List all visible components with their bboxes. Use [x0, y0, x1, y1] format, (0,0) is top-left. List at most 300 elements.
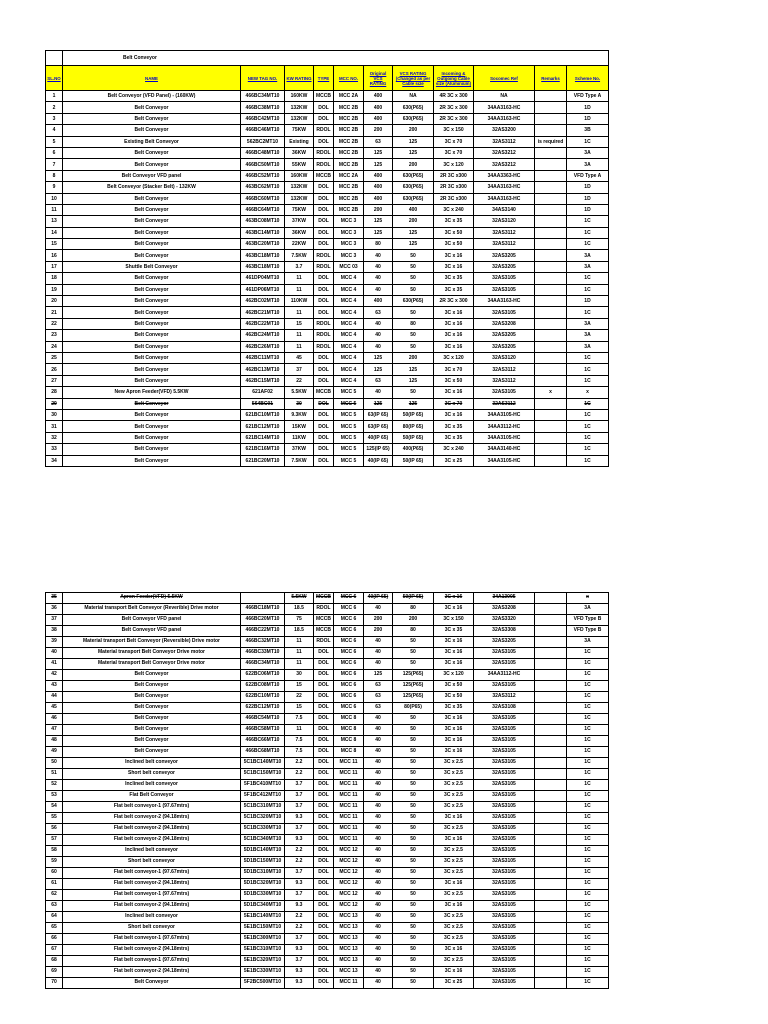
- table-row: [46, 648, 609, 659]
- table-cell: 37: [285, 364, 314, 375]
- table-cell: 125: [393, 398, 434, 409]
- table-cell: 40: [364, 824, 393, 835]
- table-cell: 50: [393, 284, 434, 295]
- table-cell: DOL: [314, 857, 334, 868]
- table-cell: [535, 901, 567, 912]
- table-cell: [535, 813, 567, 824]
- table-cell: Belt Conveyor: [63, 159, 241, 170]
- table-cell: 461DP06MT10: [241, 284, 285, 295]
- table-cell: 40: [364, 879, 393, 890]
- table-cell: [535, 147, 567, 158]
- table-cell: 132KW: [285, 102, 314, 113]
- table-cell: 9.3: [285, 879, 314, 890]
- table-cell: MCC 6: [334, 604, 364, 615]
- table-cell: 5: [46, 136, 63, 147]
- table-cell: DOL: [314, 284, 334, 295]
- table-row: [46, 736, 609, 747]
- table-cell: 32AS3205: [474, 250, 535, 261]
- table-cell: 32AS3105: [474, 934, 535, 945]
- table-cell: 630(P65): [393, 296, 434, 307]
- table-cell: 3C x 2.5: [434, 934, 474, 945]
- table-cell: 50: [393, 725, 434, 736]
- table-cell: Belt Conveyor: [63, 375, 241, 386]
- table-cell: 125(P65): [393, 692, 434, 703]
- table-cell: DOL: [314, 769, 334, 780]
- table-cell: 32AS3105: [474, 967, 535, 978]
- table-cell: [535, 758, 567, 769]
- table-cell: 34AA3105-HC: [474, 432, 535, 443]
- table-cell: 40: [364, 273, 393, 284]
- table-cell: MCC 11: [334, 769, 364, 780]
- table-cell: 3C x 16: [434, 307, 474, 318]
- table-cell: 50: [393, 890, 434, 901]
- table-cell: 32AS3308: [474, 626, 535, 637]
- table-cell: 132KW: [285, 113, 314, 124]
- table-cell: 1D: [567, 102, 609, 113]
- table-cell: 50: [393, 978, 434, 989]
- table-cell: 40: [364, 725, 393, 736]
- table-cell: Flat belt conveyor-2 (94.18mtrs): [63, 879, 241, 890]
- table-cell: Belt Conveyor: [63, 284, 241, 295]
- table-cell: 3C x 2.5: [434, 824, 474, 835]
- table-cell: RDOL: [314, 159, 334, 170]
- table-cell: MCC 4: [334, 375, 364, 386]
- table-cell: 32AS3105: [474, 868, 535, 879]
- column-header: NEW TAG NO.: [241, 66, 285, 91]
- table-cell: MCC 13: [334, 912, 364, 923]
- table-cell: Belt Conveyor: [63, 147, 241, 158]
- table-cell: [535, 432, 567, 443]
- table-cell: RDOL: [314, 341, 334, 352]
- table-cell: 7.5: [285, 747, 314, 758]
- table-cell: MCC 2A: [334, 91, 364, 102]
- table-cell: 15: [46, 239, 63, 250]
- table-cell: 11KW: [285, 432, 314, 443]
- table-cell: 11: [285, 273, 314, 284]
- table-row: [46, 747, 609, 758]
- table-cell: 160KW: [285, 170, 314, 181]
- table-cell: 28: [46, 387, 63, 398]
- table-row: [46, 147, 609, 158]
- table-cell: [535, 318, 567, 329]
- table-cell: 39: [46, 637, 63, 648]
- table-cell: 32AS3105: [474, 791, 535, 802]
- table-cell: [535, 102, 567, 113]
- table-cell: 621BC16MT10: [241, 444, 285, 455]
- table-cell: 32AS3200: [474, 125, 535, 136]
- table-cell: MCC 5: [334, 432, 364, 443]
- table-cell: Flat Belt Conveyor: [63, 791, 241, 802]
- table-cell: 40: [364, 835, 393, 846]
- table-cell: Belt Conveyor: [63, 714, 241, 725]
- table-cell: MCC 11: [334, 824, 364, 835]
- table-cell: DOL: [314, 736, 334, 747]
- table-cell: DOL: [314, 421, 334, 432]
- table-cell: 2R 3C x 300: [434, 296, 474, 307]
- table-cell: 466BC66MT10: [241, 736, 285, 747]
- table-cell: [535, 692, 567, 703]
- table-cell: 40: [364, 945, 393, 956]
- table-cell: 22: [285, 375, 314, 386]
- table-row: [46, 824, 609, 835]
- table-cell: 32AS3105: [474, 307, 535, 318]
- table-cell: MCC 4: [334, 364, 364, 375]
- table-cell: 622BC06MT10: [241, 670, 285, 681]
- table-cell: 32AS3212: [474, 147, 535, 158]
- table-cell: 132KW: [285, 193, 314, 204]
- table-cell: MCC 6: [334, 670, 364, 681]
- table-cell: MCCB: [314, 387, 334, 398]
- table-cell: 3C x 16: [434, 637, 474, 648]
- table-row: [46, 159, 609, 170]
- table-cell: [535, 714, 567, 725]
- table-cell: [535, 879, 567, 890]
- table-cell: 200: [393, 352, 434, 363]
- table-cell: 32AS3112: [474, 239, 535, 250]
- table-row: [46, 170, 609, 181]
- table-cell: 3C x 70: [434, 398, 474, 409]
- table-cell: [535, 648, 567, 659]
- table-cell: 11: [285, 648, 314, 659]
- table-cell: [535, 593, 567, 604]
- table-cell: 1C: [567, 813, 609, 824]
- table-cell: Belt Conveyor: [63, 307, 241, 318]
- table-cell: 2R 3C x300: [434, 182, 474, 193]
- table-cell: MCC 03: [334, 261, 364, 272]
- table-cell: 63(IP 65): [364, 421, 393, 432]
- table-cell: 466BC52MT10: [241, 170, 285, 181]
- table-row: [46, 273, 609, 284]
- table-cell: 3C x 2.5: [434, 868, 474, 879]
- table-cell: 125: [393, 375, 434, 386]
- table-cell: Belt Conveyor: [63, 725, 241, 736]
- table-cell: [535, 159, 567, 170]
- table-cell: 50: [393, 637, 434, 648]
- table-cell: MCC 8: [334, 725, 364, 736]
- table-cell: Belt Conveyor: [63, 193, 241, 204]
- table-cell: 32AS3105: [474, 714, 535, 725]
- table-cell: 22: [285, 692, 314, 703]
- table-row: [46, 846, 609, 857]
- table-cell: DOL: [314, 102, 334, 113]
- column-header: MCC NO.: [334, 66, 364, 91]
- table-header-row: [46, 66, 609, 91]
- table-cell: 3C x 25: [434, 978, 474, 989]
- table-cell: 40: [364, 758, 393, 769]
- table-cell: 29: [46, 398, 63, 409]
- table-cell: 40: [364, 250, 393, 261]
- column-header: VCS RATING (Changed as per Cable size: [393, 66, 434, 91]
- table-row: [46, 136, 609, 147]
- table-cell: DOL: [314, 835, 334, 846]
- table-cell: RDOL: [314, 261, 334, 272]
- table-cell: 3: [46, 113, 63, 124]
- belt-conveyor-table-2: [45, 592, 609, 989]
- table-cell: 400: [364, 170, 393, 181]
- table-cell: MCC 8: [334, 747, 364, 758]
- table-cell: 50: [393, 341, 434, 352]
- table-cell: 18: [46, 273, 63, 284]
- table-cell: 3C x 120: [434, 670, 474, 681]
- table-cell: 80: [393, 318, 434, 329]
- table-cell: 80(IP 65): [393, 421, 434, 432]
- table-cell: 40: [364, 714, 393, 725]
- table-cell: 125: [364, 147, 393, 158]
- table-cell: 40: [364, 747, 393, 758]
- table-cell: 1C: [567, 802, 609, 813]
- table-cell: 3C x 2.5: [434, 857, 474, 868]
- table-cell: DOL: [314, 375, 334, 386]
- table-cell: [535, 670, 567, 681]
- table-cell: VFD Type B: [567, 626, 609, 637]
- table-cell: 22KW: [285, 239, 314, 250]
- table-cell: 200: [393, 125, 434, 136]
- table-cell: 32AS3112: [474, 692, 535, 703]
- table-cell: 1C: [567, 725, 609, 736]
- table-cell: 15: [285, 318, 314, 329]
- table-cell: DOL: [314, 846, 334, 857]
- table-cell: [535, 747, 567, 758]
- table-cell: 66: [46, 934, 63, 945]
- table-row: [46, 204, 609, 215]
- table-cell: DOL: [314, 432, 334, 443]
- table-row: [46, 432, 609, 443]
- table-cell: DOL: [314, 791, 334, 802]
- table-cell: 4R 3C x 300: [434, 91, 474, 102]
- table-cell: DOL: [314, 725, 334, 736]
- table-cell: 50: [393, 330, 434, 341]
- table-row: [46, 670, 609, 681]
- table-row: [46, 375, 609, 386]
- table-cell: DOL: [314, 824, 334, 835]
- table-cell: MCC 12: [334, 868, 364, 879]
- table-cell: 3C x 2.5: [434, 802, 474, 813]
- table-cell: 50: [393, 791, 434, 802]
- table-cell: MCC 4: [334, 273, 364, 284]
- table-cell: 50: [393, 923, 434, 934]
- table-cell: MCC 4: [334, 341, 364, 352]
- table-cell: 3C x 120: [434, 159, 474, 170]
- table-cell: MCC 2B: [334, 102, 364, 113]
- table-cell: 36KW: [285, 147, 314, 158]
- table-cell: 17: [46, 261, 63, 272]
- table-cell: 32AS3105: [474, 879, 535, 890]
- table-cell: 32AS3205: [474, 637, 535, 648]
- table-cell: RDOL: [314, 147, 334, 158]
- table-row: [46, 421, 609, 432]
- table-cell: 3C x 16: [434, 409, 474, 420]
- table-cell: 40: [364, 769, 393, 780]
- table-cell: DOL: [314, 204, 334, 215]
- table-cell: [535, 398, 567, 409]
- table-cell: 3C x 16: [434, 659, 474, 670]
- table-cell: [535, 375, 567, 386]
- table-row: [46, 318, 609, 329]
- table-cell: DOL: [314, 879, 334, 890]
- table-cell: 47: [46, 725, 63, 736]
- table-cell: MCC 13: [334, 923, 364, 934]
- table-cell: Flat belt conveyor-1 (97.67mtrs): [63, 868, 241, 879]
- table-cell: 9.3: [285, 813, 314, 824]
- table-cell: 32AS3112: [474, 227, 535, 238]
- table-cell: Belt Conveyor: [63, 703, 241, 714]
- table-cell: 1C: [567, 956, 609, 967]
- table-cell: Flat belt conveyor-1 (97.67mtrs): [63, 890, 241, 901]
- table-cell: [535, 204, 567, 215]
- table-cell: 3A: [567, 250, 609, 261]
- table-cell: MCCB: [314, 615, 334, 626]
- table-cell: 38: [46, 626, 63, 637]
- table-cell: Belt Conveyor: [63, 692, 241, 703]
- table-cell: 463BC20MT10: [241, 239, 285, 250]
- table-cell: 3C x 16: [434, 967, 474, 978]
- table-cell: MCC 3: [334, 227, 364, 238]
- table-cell: Belt Conveyor: [63, 747, 241, 758]
- table-cell: 1C: [567, 444, 609, 455]
- table-cell: 466BC34MT10: [241, 91, 285, 102]
- table-cell: 32AS3105: [474, 659, 535, 670]
- table-cell: 40: [364, 978, 393, 989]
- table-cell: 40: [364, 923, 393, 934]
- table-cell: 1C: [567, 978, 609, 989]
- table-cell: 40: [364, 791, 393, 802]
- table-cell: 1D: [567, 193, 609, 204]
- table-cell: 466BC60MT10: [241, 193, 285, 204]
- table-cell: DOL: [314, 444, 334, 455]
- table-cell: 63: [364, 692, 393, 703]
- table-cell: 1D: [567, 182, 609, 193]
- table-cell: 37: [46, 615, 63, 626]
- table-cell: Belt Conveyor: [63, 113, 241, 124]
- table-cell: DOL: [314, 216, 334, 227]
- table-cell: 11: [285, 341, 314, 352]
- table-cell: MCC 13: [334, 956, 364, 967]
- table-cell: 1C: [567, 747, 609, 758]
- table-cell: 1C: [567, 216, 609, 227]
- table-cell: MCC 4: [334, 352, 364, 363]
- table-cell: 80: [393, 626, 434, 637]
- table-row: [46, 330, 609, 341]
- table-cell: 1C: [567, 868, 609, 879]
- table-cell: 466BC68MT10: [241, 747, 285, 758]
- table-title-row: [46, 51, 609, 66]
- table-cell: [535, 978, 567, 989]
- table-row: [46, 444, 609, 455]
- table-cell: 32AS3120: [474, 352, 535, 363]
- table-cell: Belt Conveyor VFD panel: [63, 626, 241, 637]
- table-cell: 40: [364, 637, 393, 648]
- table-cell: 70: [46, 978, 63, 989]
- table-cell: 75: [285, 615, 314, 626]
- table-cell: DOL: [314, 956, 334, 967]
- column-header: KW RATING: [285, 66, 314, 91]
- table-row: [46, 791, 609, 802]
- table-cell: 3A: [567, 318, 609, 329]
- table-cell: 3C x 70: [434, 147, 474, 158]
- table-cell: Inclined belt conveyor: [63, 846, 241, 857]
- table-cell: 3C x 240: [434, 204, 474, 215]
- table-cell: 18.5: [285, 604, 314, 615]
- table-row: [46, 692, 609, 703]
- table-cell: 5E1BC320MT10: [241, 956, 285, 967]
- table-cell: 35: [46, 593, 63, 604]
- table-cell: [535, 956, 567, 967]
- table-cell: 42: [46, 670, 63, 681]
- table-cell: VFD Type B: [567, 615, 609, 626]
- table-cell: 8: [46, 170, 63, 181]
- table-cell: Belt Conveyor: [63, 227, 241, 238]
- table-cell: 462BC26MT10: [241, 341, 285, 352]
- table-cell: 18.5: [285, 626, 314, 637]
- table-cell: Belt Conveyor: [63, 250, 241, 261]
- table-cell: MCCB: [314, 91, 334, 102]
- table-cell: Belt Conveyor: [63, 444, 241, 455]
- table-cell: 32AS3105: [474, 813, 535, 824]
- table-cell: 1C: [567, 934, 609, 945]
- table-cell: RDOL: [314, 318, 334, 329]
- table-cell: 1C: [567, 648, 609, 659]
- table-cell: MCC 13: [334, 945, 364, 956]
- table-row: [46, 387, 609, 398]
- belt-conveyor-table-1: [45, 50, 609, 467]
- table-cell: 3C x 120: [434, 352, 474, 363]
- table-cell: 400: [364, 113, 393, 124]
- table-cell: 5F1BC412MT10: [241, 791, 285, 802]
- table-cell: Flat belt conveyor-2 (94.18mtrs): [63, 945, 241, 956]
- table-cell: 40: [364, 648, 393, 659]
- table-row: [46, 857, 609, 868]
- table-cell: 562BC2MT10: [241, 136, 285, 147]
- table-cell: DOL: [314, 692, 334, 703]
- table-cell: 50: [393, 956, 434, 967]
- table-cell: 630(P65): [393, 170, 434, 181]
- table-cell: [535, 170, 567, 181]
- column-header: TYPE: [314, 66, 334, 91]
- table-cell: [535, 341, 567, 352]
- table-cell: 67: [46, 945, 63, 956]
- table-cell: [535, 113, 567, 124]
- table-cell: 622BC10MT10: [241, 692, 285, 703]
- table-cell: 466BC46MT10: [241, 125, 285, 136]
- table-row: [46, 125, 609, 136]
- table-cell: DOL: [314, 136, 334, 147]
- table-cell: 3C x 35: [434, 703, 474, 714]
- table-cell: 80(P65): [393, 703, 434, 714]
- table-cell: 5F2BC500MT10: [241, 978, 285, 989]
- table-cell: 32AS3105: [474, 681, 535, 692]
- table-cell: 50: [393, 945, 434, 956]
- table-cell: 3C x 35: [434, 421, 474, 432]
- table-cell: 11: [285, 307, 314, 318]
- table-row: [46, 703, 609, 714]
- table-cell: 466BC48MT10: [241, 147, 285, 158]
- table-cell: 45: [285, 352, 314, 363]
- table-cell: 621BC10MT10: [241, 409, 285, 420]
- table-cell: 462BC11MT10: [241, 352, 285, 363]
- table-cell: 32AS3105: [474, 912, 535, 923]
- table-cell: 1C: [567, 912, 609, 923]
- table-cell: 43: [46, 681, 63, 692]
- table-cell: DOL: [314, 923, 334, 934]
- table-cell: 125(P65): [393, 670, 434, 681]
- table-cell: 57: [46, 835, 63, 846]
- column-header: Incoming & Outgoing Cable size (Aluminium): [434, 66, 474, 91]
- table-cell: MCC 6: [334, 692, 364, 703]
- table-cell: 32AS3205: [474, 330, 535, 341]
- table-row: [46, 91, 609, 102]
- table-cell: Inclined belt conveyor: [63, 912, 241, 923]
- table-cell: [535, 923, 567, 934]
